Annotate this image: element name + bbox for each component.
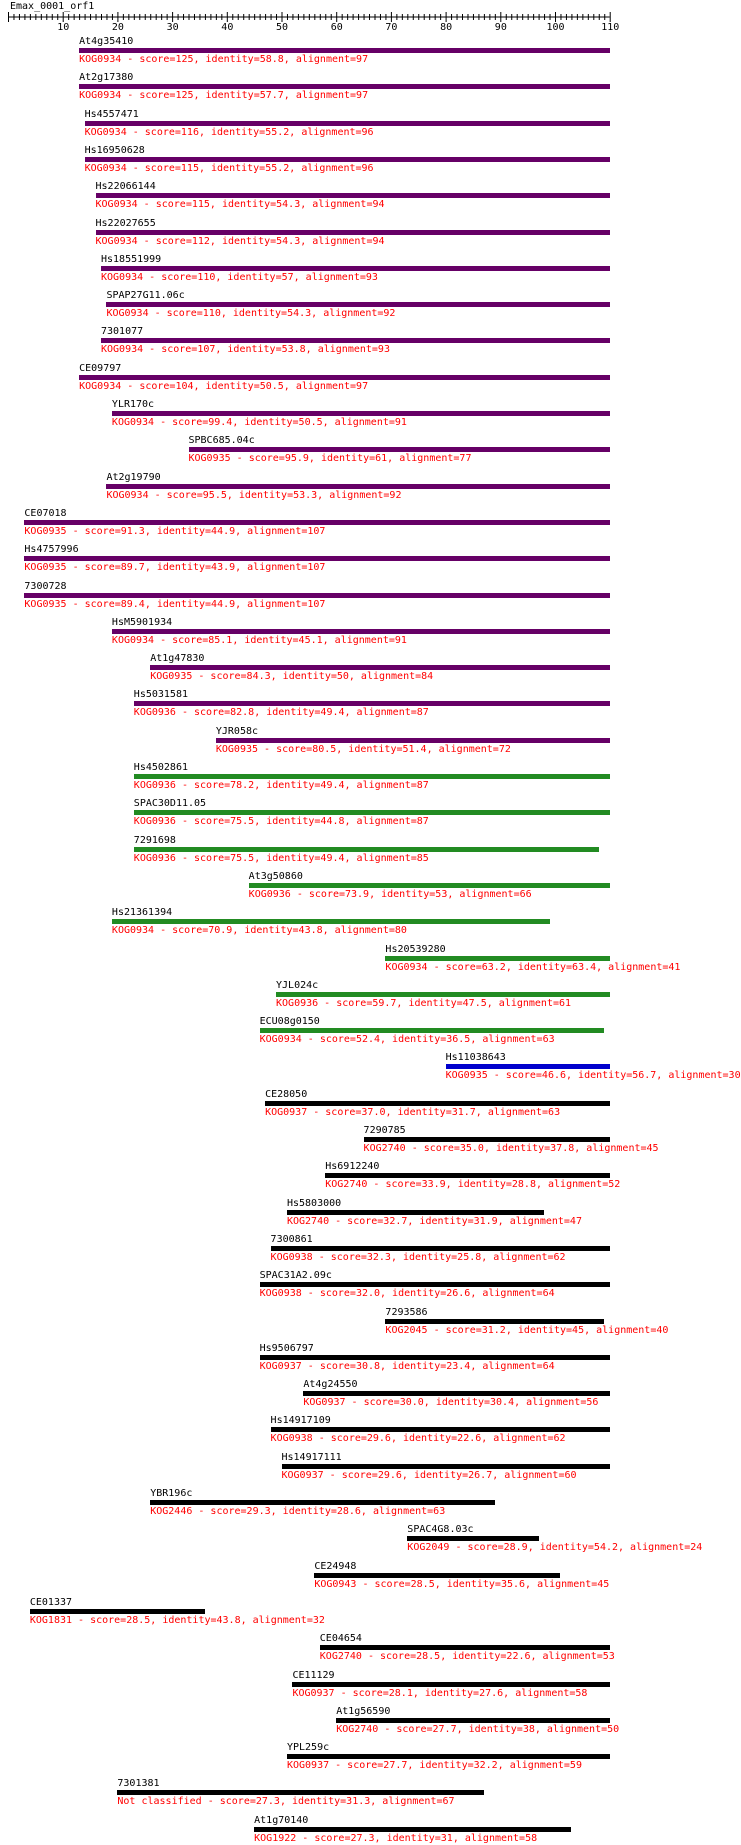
hit-bar (85, 157, 610, 162)
hit-name[interactable]: Hs11038643 (445, 1052, 506, 1064)
hit-name[interactable]: 7301077 (100, 326, 144, 338)
hit-name[interactable]: 7293586 (385, 1306, 428, 1318)
tick-label: 70 (385, 22, 398, 33)
hit-name[interactable]: Hs4557471 (84, 108, 139, 120)
hit-bar (271, 1246, 610, 1251)
hit-bar (79, 375, 610, 380)
hit-bar (282, 1464, 610, 1469)
hit-description[interactable]: KOG0934 - score=110, identity=54.3, alignment=92 (106, 308, 396, 320)
hit-name[interactable]: Hs4502861 (133, 762, 188, 773)
hit-description[interactable]: KOG0934 - score=116, identity=55.2, alignment=96 (84, 126, 374, 138)
hit-description[interactable]: KOG0938 - score=32.0, identity=26.6, alignment=64 (259, 1288, 555, 1300)
tick-label: 110 (601, 22, 620, 33)
hit-name[interactable]: YBR196c (150, 1488, 193, 1499)
hit-name[interactable]: YJR058c (215, 725, 259, 737)
hit-description[interactable]: KOG0936 - score=73.9, identity=53, alignment=66 (248, 888, 532, 900)
hit-description[interactable]: KOG2740 - score=35.0, identity=37.8, alignment=45 (363, 1143, 659, 1154)
hit-name[interactable]: SPAC4G8.03c (407, 1524, 474, 1536)
hit-name[interactable]: At4g35410 (79, 36, 134, 47)
hit-bar (385, 956, 609, 961)
hit-bar (303, 1391, 609, 1396)
hit-bar (150, 1500, 495, 1505)
hit-name[interactable]: Hs20539280 (385, 943, 446, 955)
hit-description[interactable]: KOG2045 - score=31.2, identity=45, alignment=40 (385, 1324, 669, 1336)
hit-bar (446, 1064, 610, 1069)
hit-description[interactable]: KOG0934 - score=95.5, identity=53.3, alignment=92 (106, 489, 402, 501)
hit-description[interactable]: KOG0934 - score=125, identity=57.7, alignment=97 (79, 90, 369, 102)
hit-description[interactable]: KOG0936 - score=78.2, identity=49.4, alignment=87 (133, 780, 429, 791)
hit-description[interactable]: KOG0937 - score=37.0, identity=31.7, alignment=63 (265, 1106, 561, 1118)
hit-description[interactable]: KOG0937 - score=27.7, identity=32.2, alignment=59 (286, 1760, 582, 1772)
hit-description[interactable]: KOG0936 - score=82.8, identity=49.4, alignment=87 (133, 707, 429, 719)
hit-bar (260, 1282, 610, 1287)
hit-bar (276, 992, 610, 997)
hit-description[interactable]: KOG0936 - score=59.7, identity=47.5, alignment=61 (276, 997, 572, 1009)
tick-label: 30 (166, 22, 179, 33)
tick-label: 20 (111, 22, 124, 33)
hit-bar (79, 48, 610, 53)
hit-name[interactable]: YLR170c (111, 399, 155, 410)
hit-bar (314, 1573, 560, 1578)
hit-description[interactable]: KOG0935 - score=95.9, identity=61, alignment=77 (188, 453, 472, 465)
hit-description[interactable]: KOG0943 - score=28.5, identity=35.6, alignment=45 (314, 1578, 610, 1590)
hit-description[interactable]: KOG0938 - score=29.6, identity=22.6, alignment=62 (270, 1433, 566, 1445)
hit-name[interactable]: At3g50860 (248, 870, 303, 882)
hit-name[interactable]: CE09797 (79, 362, 122, 374)
hit-bar (96, 230, 610, 235)
hit-description[interactable]: KOG0937 - score=29.6, identity=26.7, alignment=60 (281, 1469, 577, 1481)
tick-label: 100 (546, 22, 565, 33)
hit-name[interactable]: 7290785 (363, 1125, 406, 1136)
tick-label: 90 (494, 22, 507, 33)
hit-description[interactable]: KOG2740 - score=33.9, identity=28.8, alignment=52 (325, 1179, 621, 1191)
hit-name[interactable]: At4g24550 (303, 1379, 358, 1391)
hit-bar (101, 266, 610, 271)
hit-bar (216, 738, 610, 743)
hit-description[interactable]: KOG1831 - score=28.5, identity=43.8, alignment=32 (29, 1614, 325, 1626)
hit-name[interactable]: ECU08g0150 (259, 1016, 320, 1028)
hit-description[interactable]: KOG2740 - score=28.5, identity=22.6, alignment=53 (319, 1651, 615, 1663)
hit-bar (134, 847, 599, 852)
hit-name[interactable]: Hs4757996 (24, 544, 79, 556)
hit-bar (287, 1754, 610, 1759)
hit-description[interactable]: KOG0934 - score=125, identity=58.8, alignment=97 (79, 54, 369, 65)
hit-bar (287, 1210, 544, 1215)
hit-name[interactable]: At2g19790 (106, 471, 161, 483)
hit-bar (134, 810, 610, 815)
hit-bar (134, 701, 610, 706)
hit-description[interactable]: KOG0934 - score=99.4, identity=50.5, alignment=91 (111, 417, 407, 428)
tick-label: 80 (440, 22, 453, 33)
hit-bar (30, 1609, 205, 1614)
hit-bar (292, 1682, 609, 1687)
hit-name[interactable]: 7300861 (270, 1233, 313, 1245)
hit-name[interactable]: Hs14917111 (281, 1451, 342, 1463)
hit-bar (385, 1319, 604, 1324)
hit-description[interactable]: KOG0937 - score=28.1, identity=27.6, alignment=58 (292, 1687, 588, 1699)
hit-name[interactable]: At1g56590 (336, 1705, 391, 1717)
hit-description[interactable]: KOG0934 - score=52.4, identity=36.5, alignment=63 (259, 1034, 555, 1046)
tick-label: 50 (276, 22, 289, 33)
hit-name[interactable]: Hs6912240 (325, 1161, 380, 1173)
hit-description[interactable]: KOG2740 - score=32.7, identity=31.9, alignment=47 (286, 1215, 582, 1227)
hit-bar (336, 1718, 610, 1723)
query-title: Emax_0001_orf1 (10, 1, 95, 12)
hit-bar (364, 1137, 610, 1142)
hit-name[interactable]: Hs22066144 (95, 181, 156, 193)
hit-name[interactable]: HsM5901934 (111, 616, 173, 628)
hit-bar (271, 1427, 610, 1432)
hit-description[interactable]: KOG2740 - score=27.7, identity=38, alignment=50 (336, 1723, 620, 1735)
hit-name[interactable]: Hs9506797 (259, 1342, 314, 1354)
hit-bar (254, 1827, 571, 1832)
hit-name[interactable]: CE28050 (265, 1088, 308, 1100)
hit-name[interactable]: CE11129 (292, 1669, 335, 1681)
hit-name[interactable]: 7300728 (24, 580, 67, 592)
hit-description[interactable]: KOG0934 - score=115, identity=55.2, alignment=96 (84, 162, 374, 174)
hit-description[interactable]: KOG0936 - score=75.5, identity=44.8, alignment=87 (133, 816, 429, 828)
hit-bar (260, 1355, 610, 1360)
hit-description[interactable]: KOG0934 - score=115, identity=54.3, alignment=94 (95, 199, 385, 211)
hit-description[interactable]: KOG0934 - score=85.1, identity=45.1, alignment=91 (111, 634, 407, 646)
hit-name[interactable]: At2g17380 (79, 72, 134, 84)
hit-bar (265, 1101, 610, 1106)
hit-name[interactable]: At1g47830 (150, 653, 205, 665)
hit-name[interactable]: SPAC31A2.09c (259, 1270, 332, 1282)
hit-name[interactable]: 7291698 (133, 834, 176, 846)
hit-name[interactable]: CE24948 (314, 1560, 357, 1572)
hit-description[interactable]: KOG2446 - score=29.3, identity=28.6, alignment=63 (150, 1506, 446, 1517)
hit-bar (24, 520, 609, 525)
tick-label: 60 (330, 22, 343, 33)
hit-bar (96, 193, 610, 198)
hit-name[interactable]: SPAC30D11.05 (133, 798, 207, 810)
hit-description[interactable]: KOG0937 - score=30.0, identity=30.4, alignment=56 (303, 1397, 599, 1409)
hit-bar (101, 338, 610, 343)
hit-name[interactable]: Hs22027655 (95, 217, 156, 229)
hit-name[interactable]: Hs5803000 (286, 1197, 342, 1209)
hit-description[interactable]: KOG0935 - score=46.6, identity=56.7, alignment=30 (445, 1070, 741, 1082)
hit-bar (106, 302, 609, 307)
hit-description[interactable]: KOG0935 - score=89.7, identity=43.9, alignment=107 (24, 562, 326, 574)
hit-name[interactable]: SPAP27G11.06c (106, 290, 185, 302)
hit-description[interactable]: KOG0934 - score=63.2, identity=63.4, alignment=41 (385, 961, 681, 973)
hit-description[interactable]: KOG0934 - score=110, identity=57, alignment=93 (100, 271, 378, 283)
hit-name[interactable]: Hs16950628 (84, 144, 145, 156)
hit-bar (112, 411, 610, 416)
hit-description[interactable]: KOG0937 - score=30.8, identity=23.4, alignment=64 (259, 1360, 555, 1372)
hit-description[interactable]: KOG2049 - score=28.9, identity=54.2, alignment=24 (407, 1542, 703, 1554)
hit-description[interactable]: Not classified - score=27.3, identity=31.3, alignment=67 (117, 1796, 455, 1808)
hit-name[interactable]: At1g70140 (254, 1814, 309, 1826)
hit-description[interactable]: KOG0935 - score=84.3, identity=50, alignment=84 (150, 671, 434, 683)
hit-bar (320, 1645, 610, 1650)
hit-bar (249, 883, 610, 888)
hit-description[interactable]: KOG0938 - score=32.3, identity=25.8, alignment=62 (270, 1251, 566, 1263)
hit-name[interactable]: CE07018 (24, 507, 67, 519)
hit-bar (112, 919, 550, 924)
hit-description[interactable]: KOG0936 - score=75.5, identity=49.4, alignment=85 (133, 852, 429, 864)
hit-bar (106, 484, 609, 489)
hit-name[interactable]: SPBC685.04c (188, 435, 255, 447)
hit-bar (407, 1536, 538, 1541)
hit-bar (85, 121, 610, 126)
hit-bar (24, 556, 609, 561)
hit-bar (325, 1173, 609, 1178)
hit-name[interactable]: CE04654 (319, 1633, 362, 1645)
hit-name[interactable]: 7301381 (117, 1778, 160, 1790)
hit-description[interactable]: KOG0934 - score=104, identity=50.5, alignment=97 (79, 380, 369, 392)
hit-name[interactable]: Hs21361394 (111, 907, 173, 919)
hit-description[interactable]: KOG0935 - score=91.3, identity=44.9, alignment=107 (24, 525, 326, 537)
hit-bar (260, 1028, 605, 1033)
hit-description[interactable]: KOG1922 - score=27.3, identity=31, alignment=58 (254, 1832, 538, 1844)
hit-description[interactable]: KOG0934 - score=112, identity=54.3, alignment=94 (95, 235, 385, 247)
hit-name[interactable]: Hs14917109 (270, 1415, 331, 1427)
hit-name[interactable]: Hs18551999 (100, 253, 162, 265)
hit-name[interactable]: YPL259c (286, 1742, 330, 1754)
hit-bar (79, 84, 610, 89)
hit-bar (150, 665, 609, 670)
hit-description[interactable]: KOG0935 - score=89.4, identity=44.9, alignment=107 (24, 598, 326, 610)
hit-name[interactable]: CE01337 (29, 1596, 73, 1608)
tick-label: 40 (221, 22, 234, 33)
hit-description[interactable]: KOG0934 - score=70.9, identity=43.8, alignment=80 (111, 925, 407, 937)
hit-bar (134, 774, 610, 779)
hit-bar (189, 447, 610, 452)
hit-description[interactable]: KOG0935 - score=80.5, identity=51.4, alignment=72 (215, 743, 511, 755)
tick-label: 10 (57, 22, 70, 33)
hit-name[interactable]: YJL024c (276, 979, 319, 991)
hit-bar (24, 593, 609, 598)
hit-bar (117, 1790, 483, 1795)
hit-description[interactable]: KOG0934 - score=107, identity=53.8, alignment=93 (100, 344, 390, 356)
hit-name[interactable]: Hs5031581 (133, 689, 188, 701)
hit-bar (112, 629, 610, 634)
